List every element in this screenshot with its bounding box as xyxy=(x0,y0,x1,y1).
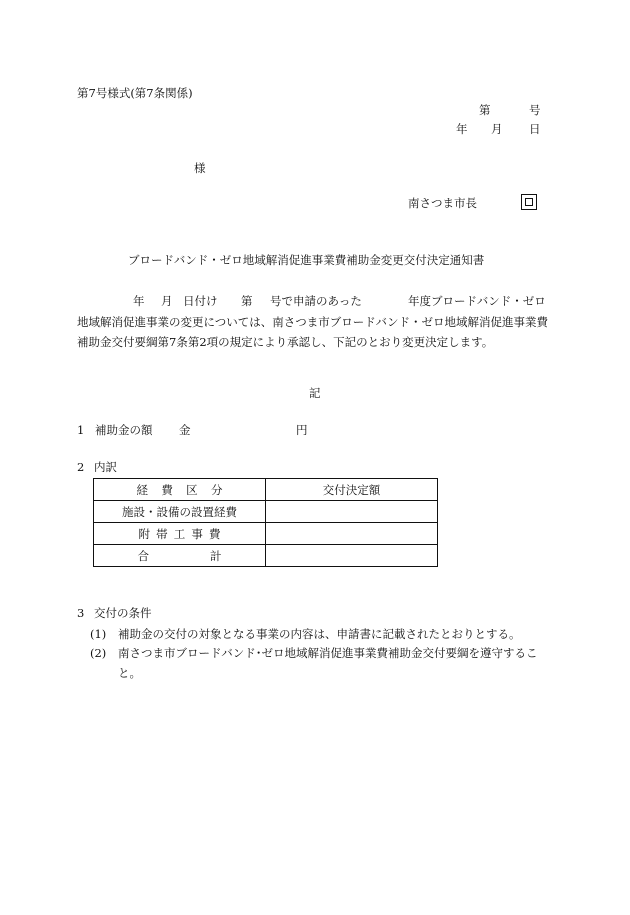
official-seal-mark xyxy=(521,194,537,210)
row3-label xyxy=(138,548,222,564)
row2-amount-cell xyxy=(266,523,438,545)
row1-label: 施設・設備の設置経費 xyxy=(122,504,237,519)
issuer-name: 南さつま市長 xyxy=(408,196,477,210)
body-number-phrase: 号で申請のあった xyxy=(270,294,362,308)
section3-number: 3 xyxy=(77,606,85,620)
header-category-cell xyxy=(94,479,266,501)
date-year: 年 xyxy=(456,122,468,136)
section2-label: 内訳 xyxy=(93,460,117,474)
section3-heading xyxy=(77,608,151,620)
body-paragraph xyxy=(77,292,551,352)
date-day: 日 xyxy=(529,122,541,136)
condition-text: 南さつま市ブロードバンド･ゼロ地域解消促進事業費補助金交付要綱を遵守すること。 xyxy=(118,646,538,680)
condition-mark: (1) xyxy=(90,627,107,641)
condition-text: 補助金の交付の対象となる事業の内容は、申請書に記載されたとおりとする。 xyxy=(118,627,521,641)
document-title: ブロードバンド・ゼロ地域解消促進事業費補助金変更交付決定通知書 xyxy=(128,253,485,267)
row3-amount-cell xyxy=(266,545,438,567)
section3-label: 交付の条件 xyxy=(93,606,152,620)
document-number-suffix: 号 xyxy=(529,103,541,117)
header-category-char: 費 xyxy=(161,482,173,497)
row1-label-cell xyxy=(94,501,266,523)
header-category-char: 経 xyxy=(136,482,148,497)
section1-kin: 金 xyxy=(179,423,191,437)
table-row xyxy=(94,545,438,567)
condition-item xyxy=(90,624,560,644)
body-date-attached: 日付け xyxy=(183,294,218,308)
header-category-char: 分 xyxy=(210,482,223,497)
section1-label: 補助金の額 xyxy=(95,423,153,437)
table-header-row xyxy=(94,479,438,501)
header-amount: 交付決定額 xyxy=(322,482,381,497)
body-month: 月 xyxy=(161,294,173,308)
row3-char: 計 xyxy=(210,548,222,563)
row2-char: 工 xyxy=(173,526,186,541)
row2-char: 附 xyxy=(138,526,150,541)
document-number-prefix: 第 xyxy=(479,103,491,117)
body-first-line xyxy=(77,292,551,312)
section2-heading xyxy=(77,462,117,474)
body-year: 年 xyxy=(133,294,145,308)
row2-label-cell xyxy=(94,523,266,545)
form-number: 第7号様式(第7条関係) xyxy=(77,86,193,100)
row2-char: 事 xyxy=(191,526,203,541)
table-row xyxy=(94,523,438,545)
row2-char: 費 xyxy=(209,526,221,541)
addressee-suffix: 様 xyxy=(194,161,206,175)
body-fiscal-year-phrase: 年度ブロードバンド・ゼロ xyxy=(408,294,546,308)
breakdown-table xyxy=(93,478,438,567)
section1-yen: 円 xyxy=(296,423,308,437)
section2-number: 2 xyxy=(77,460,85,474)
table-row xyxy=(94,501,438,523)
row3-label-cell xyxy=(94,545,266,567)
header-amount-cell xyxy=(266,479,438,501)
header-category-char: 区 xyxy=(186,482,198,497)
header-category xyxy=(137,482,223,498)
condition-item xyxy=(90,643,560,683)
row2-char: 帯 xyxy=(156,526,168,541)
row1-amount-cell xyxy=(266,501,438,523)
ki-heading: 記 xyxy=(309,386,321,400)
row3-char: 合 xyxy=(137,548,149,563)
row2-label xyxy=(139,526,221,542)
body-number-prefix: 第 xyxy=(241,294,253,308)
body-continuation: 地域解消促進事業の変更については、南さつま市ブロードバンド・ゼロ地域解消促進事業費補助金交付要綱第7条第2項の規定により承認し、下記のとおり変更決定します。 xyxy=(77,315,549,349)
section1-number: 1 xyxy=(77,423,85,437)
condition-mark: (2) xyxy=(90,646,107,660)
date-month: 月 xyxy=(491,122,503,136)
